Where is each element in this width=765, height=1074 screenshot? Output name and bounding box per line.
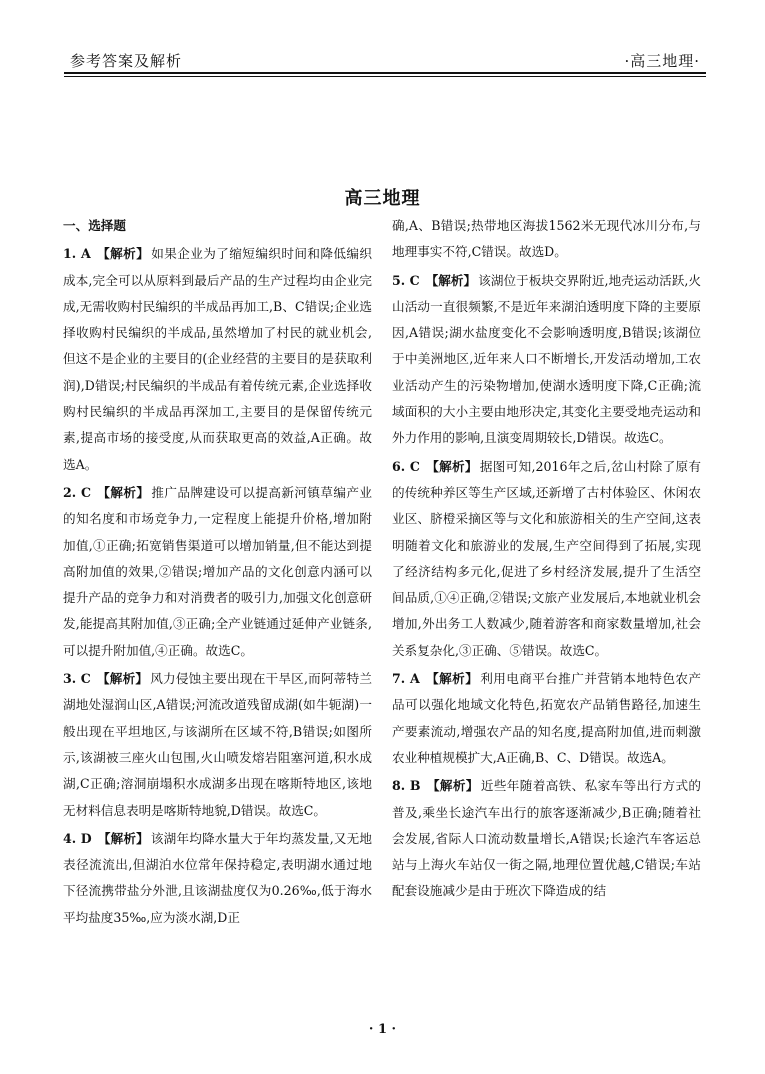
item-text: 如果企业为了缩短编织时间和降低编织成本,完全可以从原料到最后产品的生产过程均由企业完成,无需收购村民编织的半成品再加工,B、C错误;企业选择收购村民编织的半成品,虽然增加了村民的就业机会,但这不是企业的主要目的(企业经营的主要目的是获取利润),D错误;村民编织的半成品有着传统元素,企业选择收购村民编织的半成品再深加工,主要目的是保留传统元素,提高市场的接受度,从而获取更高的效益,A正确。故选A。	[63, 246, 373, 472]
item-text: 利用电商平台推广并营销本地特色农产品可以强化地域文化特色,拓宽农产品销售路径,加速生产要素流动,增强农产品的知名度,提高附加值,进而刺激农业种植规模扩大,A正确,B、C、D错误。故选A。	[392, 671, 702, 765]
answer-item-8	[392, 773, 701, 904]
analysis-tag: 【解析】	[425, 272, 477, 288]
answer-item-5	[392, 268, 701, 452]
answer-item-4-continued: 确,A、B错误;热带地区海拔1562米无现代冰川分布,与地理事实不符,C错误。故选D。	[392, 218, 701, 260]
item-number: 2. C	[63, 484, 91, 500]
item-number: 6. C	[392, 458, 420, 474]
document-title: 高三地理	[344, 188, 421, 209]
page-number: · 1 ·	[368, 1022, 397, 1037]
answer-item-2	[63, 480, 372, 664]
item-number: 8. B	[392, 778, 421, 794]
item-number: 7. A	[392, 671, 420, 687]
header-right-title: ·高三地理·	[624, 52, 700, 70]
item-text: 据图可知,2016年之后,岔山村除了原有的传统种养区等生产区域,还新增了古村体验区、休闲农业区、脐橙采摘区等与文化和旅游相关的生产空间,这表明随着文化和旅游业的发展,生产空间得到了拓展,实现了经济结构多元化,促进了乡村经济发展,提升了生活空间品质,①④正确,②错误;文旅产业发展后,本地就业机会增加,外出务工人数减少,随着游客和商家数量增加,社会关系复杂化,③正确、⑤错误。故选C。	[392, 458, 701, 658]
item-number: 4. D	[63, 830, 92, 846]
answer-item-7	[392, 666, 701, 771]
answer-item-1	[63, 241, 372, 478]
left-column	[63, 213, 372, 933]
header-rule-thick	[64, 72, 706, 74]
item-text: 风力侵蚀主要出现在干旱区,而阿蒂特兰湖地处湿润山区,A错误;河流改道残留成湖(如牛轭湖)一般出现在平坦地区,与该湖所在区域不符,B错误;如图所示,该湖被三座火山包围,火山喷发熔岩阻塞河道,积水成湖,C正确;溶洞崩塌积水成湖多出现在喀斯特地区,该地无材料信息表明是喀斯特地貌,D错误。故选C。	[63, 671, 372, 818]
header-rule-thin	[64, 76, 706, 77]
answer-item-4	[63, 826, 372, 931]
analysis-tag: 【解析】	[96, 246, 150, 262]
item-text: 近些年随着高铁、私家车等出行方式的普及,乘坐长途汽车出行的旅客逐渐减少,B正确;随着社会发展,省际人口流动数量增长,A错误;长途汽车客运总站与上海火车站仅一街之隔,地理位置优越,C错误;车站配套设施减少是由于班次下降造成的结	[392, 778, 702, 899]
header-left-title: 参考答案及解析	[70, 52, 183, 70]
item-number: 5. C	[392, 272, 420, 288]
answer-item-3	[63, 666, 372, 824]
analysis-tag: 【解析】	[96, 671, 149, 687]
item-number: 3. C	[63, 671, 91, 687]
item-text: 该湖位于板块交界附近,地壳运动活跃,火山活动一直很频繁,不是近年来湖泊透明度下降的主要原因,A错误;湖水盐度变化不会影响透明度,B错误;该湖位于中美洲地区,近年来人口不断增长,开发活动增加,工农业活动产生的污染物增加,使湖水透明度下降,C正确;流域面积的大小主要由地形决定,其变化主要受地壳运动和外力作用的影响,且演变周期较长,D错误。故选C。	[392, 272, 702, 446]
item-text-part-1: 该湖年均降水量大于年均蒸发量,又无地表径流流出,但湖泊水位常年保持稳定,表明湖水通过地下径流携带盐分外泄,且该湖盐度仅为0.26‰,低于海水平均盐度35‰,应为淡水湖,D正	[63, 830, 373, 925]
answer-item-6	[392, 454, 701, 664]
analysis-tag: 【解析】	[425, 671, 479, 687]
analysis-tag: 【解析】	[425, 458, 478, 474]
page-header	[64, 46, 706, 74]
section-heading: 一、选择题	[63, 218, 126, 233]
analysis-tag: 【解析】	[426, 778, 479, 794]
analysis-tag: 【解析】	[96, 484, 150, 500]
right-column	[392, 213, 701, 907]
analysis-tag: 【解析】	[97, 830, 149, 846]
item-text: 推广品牌建设可以提高新河镇草编产业的知名度和市场竞争力,一定程度上能提升价格,增加附加值,①正确;拓宽销售渠道可以增加销量,但不能达到提高附加值的效果,②错误;增加产品的文化创意内涵可以提升产品的竞争力和对消费者的吸引力,加强文化创意研发,能提高其附加值,③正确;全产业链通过延伸产业链条,可以提升附加值,④正确。故选C。	[63, 484, 373, 658]
item-number: 1. A	[63, 246, 91, 262]
